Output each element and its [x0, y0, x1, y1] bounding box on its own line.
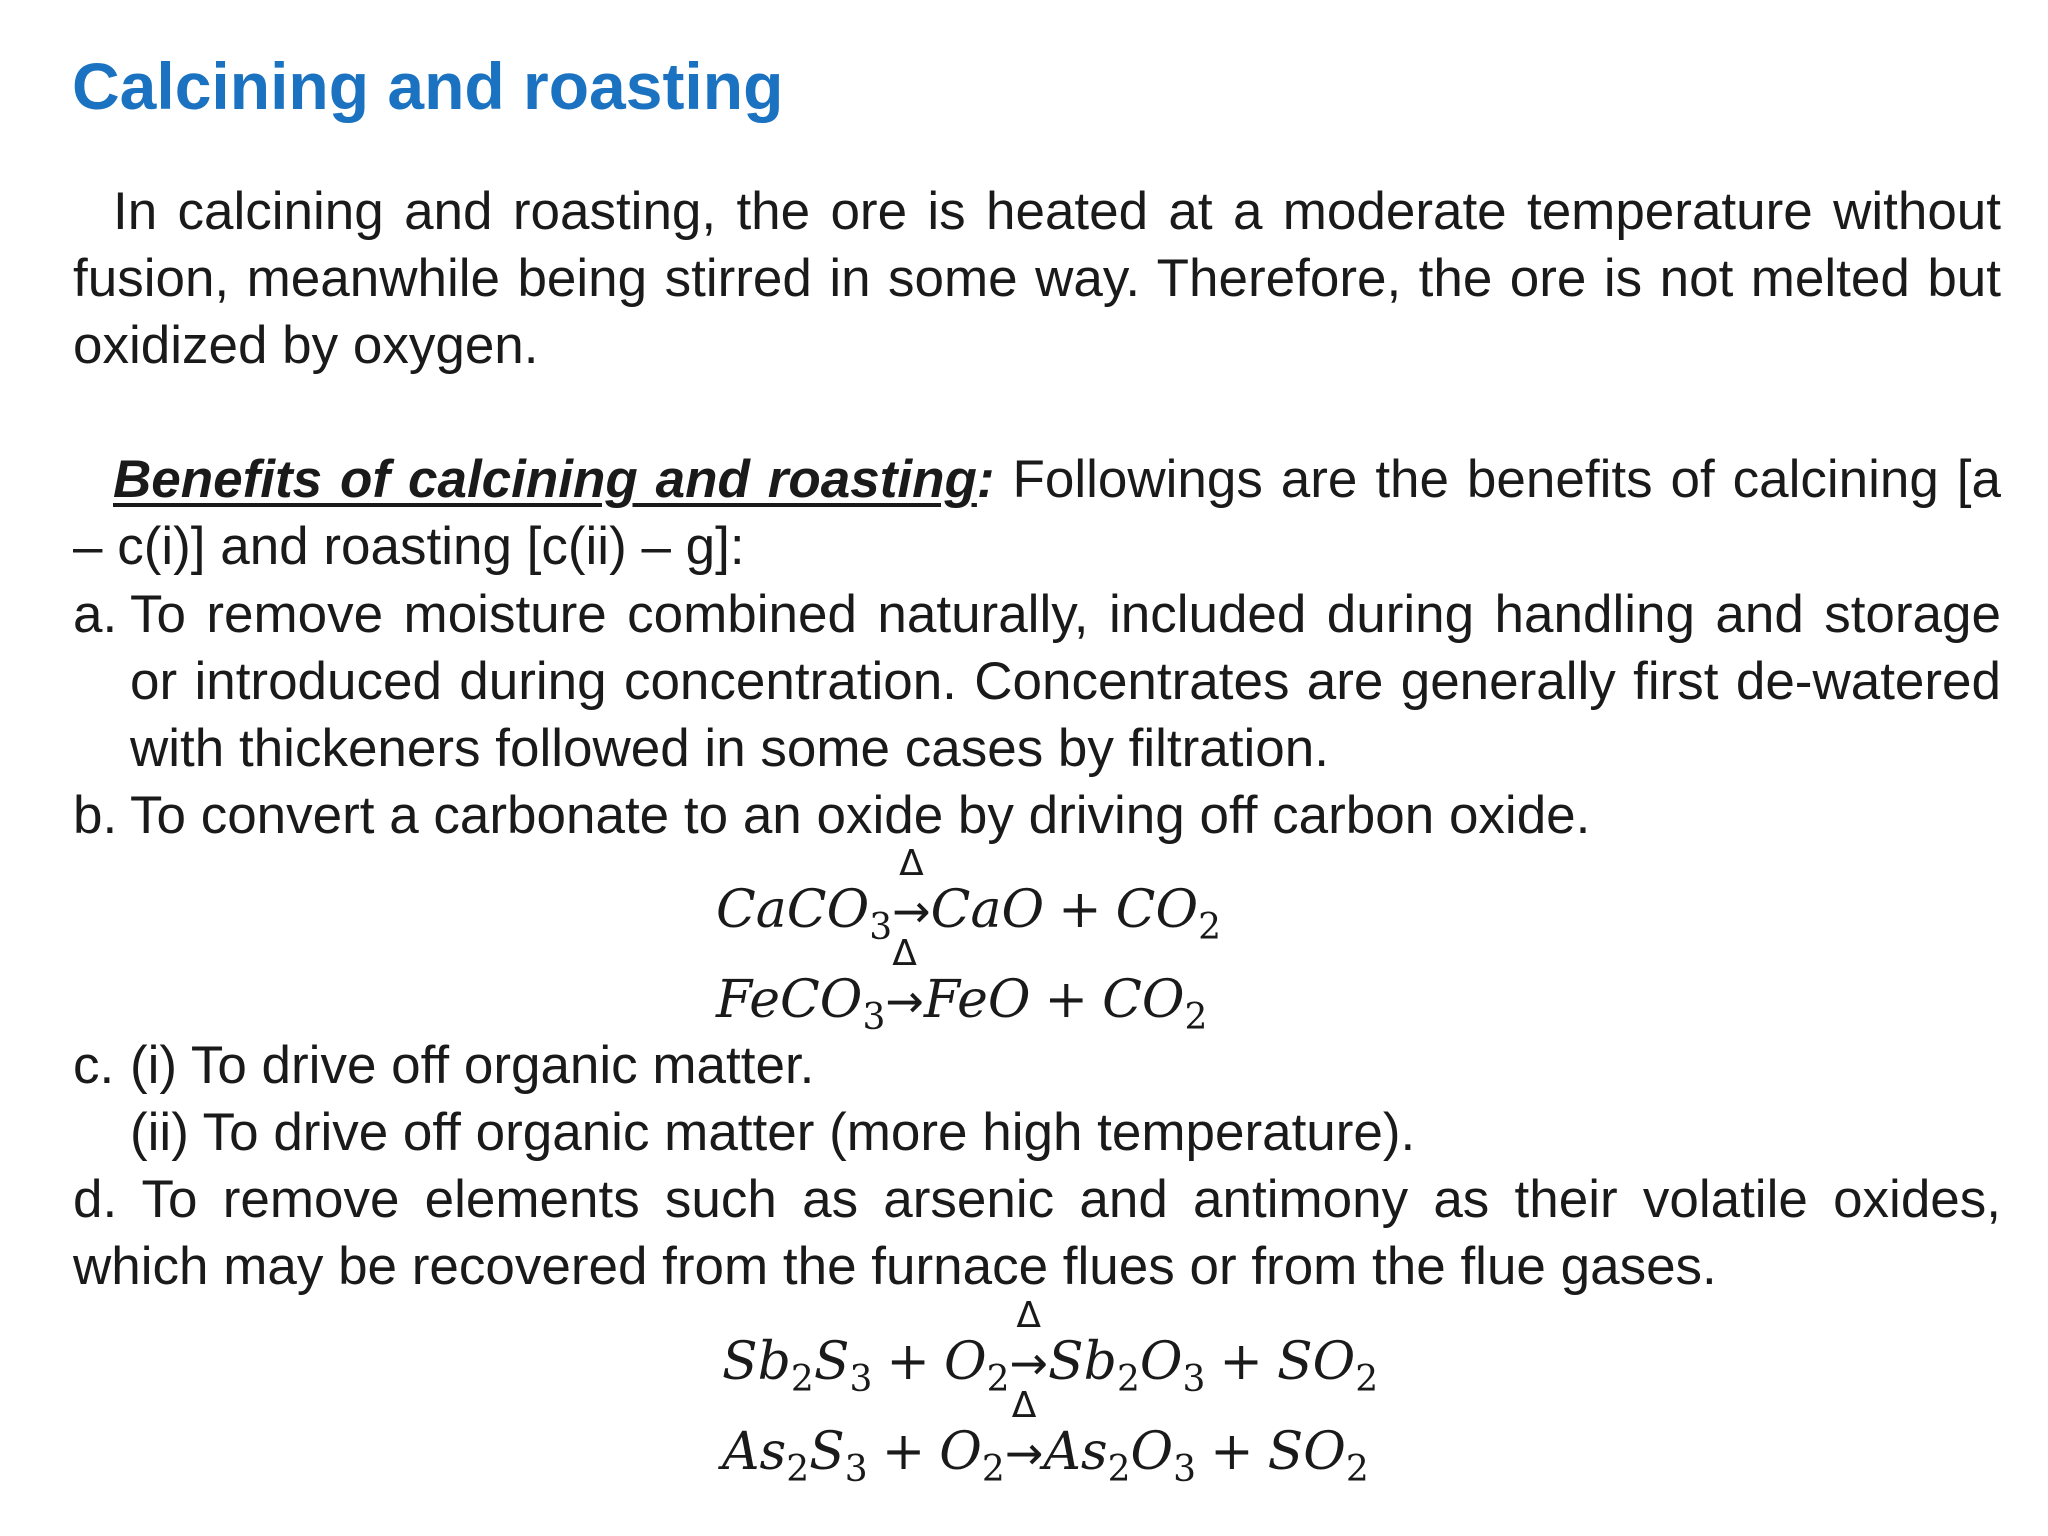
- product: CO: [1102, 970, 1185, 1030]
- reactant: As: [722, 1422, 787, 1482]
- arrow-icon: →: [1004, 1426, 1044, 1480]
- subscript: 3: [1182, 1359, 1206, 1400]
- benefits-text: Followings are the benefits of calcining [a – c(i)] and roasting [c(ii) – g]:: [73, 450, 2001, 576]
- product: SO: [1276, 1332, 1356, 1392]
- intro-paragraph: [73, 178, 2001, 379]
- delta-symbol: Δ: [1016, 1295, 1042, 1336]
- reaction-arrow: [1004, 1385, 1044, 1483]
- plus-sign: +: [1219, 1332, 1263, 1392]
- intro-text: In calcining and roasting, the ore is heated at a moderate temperature without fusion, meanwhile being stirred in some way. Therefore, the ore is not melted but oxidized by oxygen.: [73, 182, 2001, 375]
- arrow-icon: →: [1009, 1336, 1049, 1390]
- subscript: 3: [869, 907, 893, 948]
- reactant: O: [939, 1422, 982, 1482]
- equation-feco3: [716, 933, 1208, 1038]
- page-title: Calcining and roasting: [72, 49, 784, 123]
- reactant: O: [943, 1332, 987, 1392]
- reactant: Sb: [722, 1332, 791, 1392]
- benefits-paragraph: [73, 446, 2001, 580]
- list-marker: b.: [73, 786, 118, 845]
- subscript: 2: [1107, 1449, 1131, 1490]
- product: SO: [1267, 1422, 1346, 1482]
- reactant: FeCO: [716, 970, 863, 1030]
- product: O: [1130, 1422, 1174, 1482]
- list-item-b: [73, 782, 2001, 849]
- subscript: 2: [1198, 907, 1221, 948]
- product: CO: [1115, 880, 1199, 940]
- list-marker: d.: [73, 1170, 118, 1229]
- product: Sb: [1048, 1332, 1117, 1392]
- list-item-text: To convert a carbonate to an oxide by driving off carbon oxide.: [130, 786, 1591, 845]
- reactant: S: [813, 1332, 850, 1392]
- plus-sign: +: [1210, 1422, 1254, 1482]
- delta-symbol: Δ: [892, 933, 917, 974]
- subscript: 2: [981, 1449, 1005, 1490]
- subscript: 2: [786, 1449, 810, 1490]
- reaction-arrow: [885, 933, 924, 1031]
- reactant: S: [809, 1422, 845, 1482]
- list-marker: a.: [73, 585, 118, 644]
- list-item-d: [73, 1166, 2001, 1300]
- product: As: [1043, 1422, 1108, 1482]
- list-item-c1: [73, 1032, 2001, 1099]
- delta-symbol: Δ: [1011, 1385, 1037, 1426]
- product: FeO: [923, 970, 1031, 1030]
- delta-symbol: Δ: [899, 843, 924, 884]
- list-marker: c.: [73, 1036, 115, 1095]
- subscript: 2: [1355, 1359, 1379, 1400]
- equation-as2s3: [722, 1385, 1369, 1490]
- list-item-text: To remove moisture combined naturally, included during handling and storage or introduced during concentration. Concentrates are generally first de-watered with thickeners followed in some cases by filtration.: [130, 585, 2001, 778]
- equation-caco3: [716, 843, 1221, 948]
- plus-sign: +: [1058, 880, 1102, 940]
- arrow-icon: →: [885, 974, 924, 1028]
- subscript: 2: [986, 1359, 1010, 1400]
- subscript: 2: [790, 1359, 814, 1400]
- product: CaO: [930, 880, 1045, 940]
- reactant: CaCO: [716, 880, 870, 940]
- benefits-colon: :: [976, 450, 995, 509]
- list-item-text: To remove elements such as arsenic and antimony as their volatile oxides, which may be recovered from the furnace flues or from the flue gases.: [73, 1170, 2001, 1296]
- equation-sb2s3: [722, 1295, 1379, 1400]
- list-item-text: (ii) To drive off organic matter (more high temperature).: [130, 1103, 1416, 1162]
- list-item-c2: [130, 1099, 2001, 1166]
- subscript: 2: [1116, 1359, 1140, 1400]
- plus-sign: +: [886, 1332, 930, 1392]
- arrow-icon: →: [892, 884, 931, 938]
- subscript: 2: [1184, 997, 1208, 1038]
- subscript: 3: [849, 1359, 873, 1400]
- subscript: 3: [1173, 1449, 1197, 1490]
- plus-sign: +: [881, 1422, 926, 1482]
- plus-sign: +: [1044, 970, 1089, 1030]
- product: O: [1139, 1332, 1183, 1392]
- list-item-text: (i) To drive off organic matter.: [130, 1036, 815, 1095]
- subscript: 2: [1345, 1449, 1369, 1490]
- list-item-a: [73, 581, 2001, 782]
- subscript: 3: [862, 997, 886, 1038]
- subscript: 3: [844, 1449, 868, 1490]
- benefits-heading: Benefits of calcining and roasting: [113, 450, 977, 509]
